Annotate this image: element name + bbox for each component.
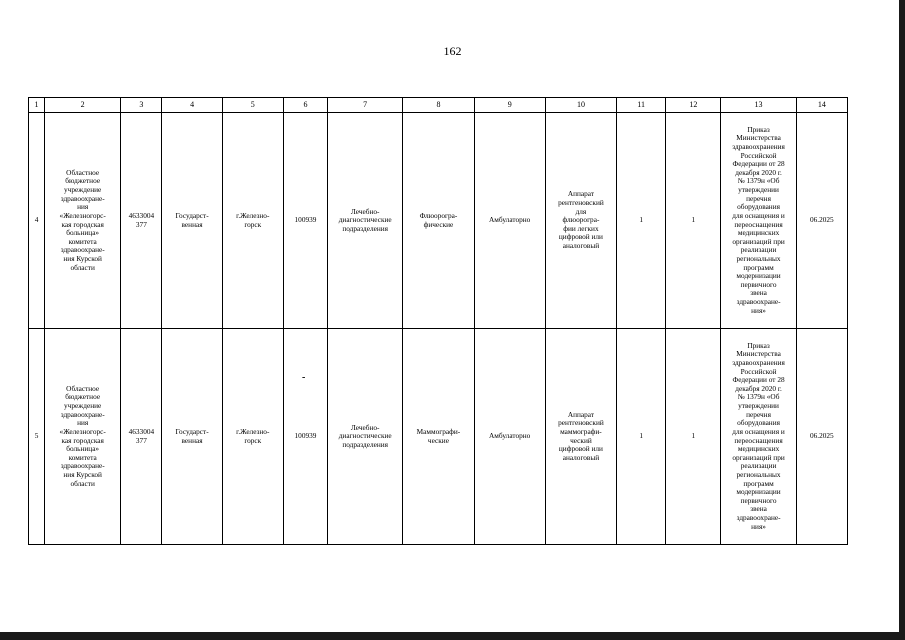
organization-cell: Областное бюджетное учреждение здравоохране- ния «Железногорс- кая городская больница» комитета здравоохране- ния Курской области xyxy=(45,113,121,329)
header-cell: 2 xyxy=(45,98,121,113)
inn-cell: 4633004 377 xyxy=(121,113,162,329)
page-number: 162 xyxy=(443,44,462,58)
registry-table xyxy=(28,97,848,545)
unit-type-cell: Маммографи- ческие xyxy=(403,329,474,545)
date-cell: 06.2025 xyxy=(796,329,847,545)
date-cell: 06.2025 xyxy=(796,113,847,329)
header-cell: 4 xyxy=(162,98,222,113)
row-number-cell: 5 xyxy=(29,329,45,545)
quantity-cell: 1 xyxy=(666,113,721,329)
header-cell: 8 xyxy=(403,98,474,113)
code-cell: 100939 xyxy=(283,329,327,545)
city-cell: г.Железно- горск xyxy=(222,113,283,329)
header-cell: 12 xyxy=(666,98,721,113)
ownership-cell: Государст- венная xyxy=(162,329,222,545)
row-number-cell: 4 xyxy=(29,113,45,329)
equipment-cell: Аппарат рентгеновский маммографи- ческий цифровой или аналоговый xyxy=(545,329,616,545)
legal-basis-cell: Приказ Министерства здравоохранения Российской Федерации от 28 декабря 2020 г. № 1379н «Об утверждении перечня оборудования для оснащения и переоснащения медицинских организаций при реализации региональных программ модернизации первичного звена здравоохране- ния» xyxy=(721,113,796,329)
header-cell: 14 xyxy=(796,98,847,113)
header-cell: 1 xyxy=(29,98,45,113)
table-row xyxy=(29,329,848,545)
column-number-header-row xyxy=(29,98,848,113)
code-cell: 100939 xyxy=(283,113,327,329)
quantity-cell: 1 xyxy=(617,329,666,545)
care-mode-cell: Амбулаторно xyxy=(474,329,545,545)
header-cell: 10 xyxy=(545,98,616,113)
header-cell: 11 xyxy=(617,98,666,113)
scan-edge-right xyxy=(899,0,905,640)
legal-basis-cell: Приказ Министерства здравоохранения Российской Федерации от 28 декабря 2020 г. № 1379н «Об утверждении перечня оборудования для оснащения и переоснащения медицинских организаций при реализации региональных программ модернизации первичного звена здравоохране- ния» xyxy=(721,329,796,545)
header-cell: 9 xyxy=(474,98,545,113)
unit-type-cell: Флюорогра- фические xyxy=(403,113,474,329)
quantity-cell: 1 xyxy=(617,113,666,329)
organization-cell: Областное бюджетное учреждение здравоохране- ния «Железногорс- кая городская больница» комитета здравоохране- ния Курской области xyxy=(45,329,121,545)
care-mode-cell: Амбулаторно xyxy=(474,113,545,329)
scan-edge-bottom xyxy=(0,632,905,640)
quantity-cell: 1 xyxy=(666,329,721,545)
header-cell: 6 xyxy=(283,98,327,113)
header-cell: 13 xyxy=(721,98,796,113)
ownership-cell: Государст- венная xyxy=(162,113,222,329)
header-cell: 7 xyxy=(328,98,403,113)
table-row xyxy=(29,113,848,329)
department-cell: Лечебно- диагностические подразделения xyxy=(328,113,403,329)
stray-mark: - xyxy=(302,372,306,383)
equipment-cell: Аппарат рентгеновский для флюорогра- фии легких цифровой или аналоговый xyxy=(545,113,616,329)
header-cell: 5 xyxy=(222,98,283,113)
city-cell: г.Железно- горск xyxy=(222,329,283,545)
inn-cell: 4633004 377 xyxy=(121,329,162,545)
header-cell: 3 xyxy=(121,98,162,113)
department-cell: Лечебно- диагностические подразделения xyxy=(328,329,403,545)
